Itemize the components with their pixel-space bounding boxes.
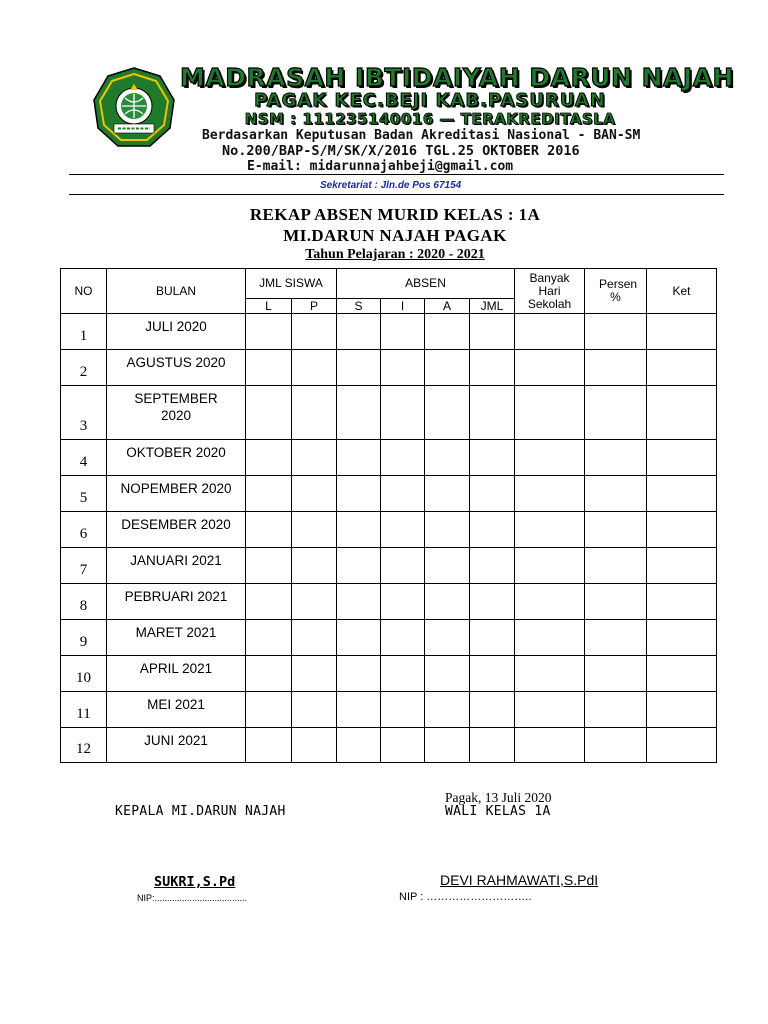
header-s: S xyxy=(337,299,381,314)
row-number: 12 xyxy=(61,728,107,763)
empty-cell[interactable] xyxy=(515,584,585,620)
header-no: NO xyxy=(61,269,107,314)
empty-cell[interactable] xyxy=(585,440,647,476)
empty-cell[interactable] xyxy=(585,584,647,620)
table-row xyxy=(61,656,717,692)
row-month: MEI 2021 xyxy=(107,692,246,728)
empty-cell[interactable] xyxy=(292,350,337,386)
row-month: JANUARI 2021 xyxy=(107,548,246,584)
row-number: 3 xyxy=(61,386,107,440)
empty-cell[interactable] xyxy=(585,314,647,350)
empty-cell[interactable] xyxy=(292,440,337,476)
empty-cell[interactable] xyxy=(425,512,470,548)
row-number: 11 xyxy=(61,692,107,728)
homeroom-title: WALI KELAS 1A xyxy=(445,804,551,819)
empty-cell[interactable] xyxy=(381,386,425,440)
row-number: 10 xyxy=(61,656,107,692)
empty-cell[interactable] xyxy=(246,350,292,386)
empty-cell[interactable] xyxy=(647,728,717,763)
empty-cell[interactable] xyxy=(246,656,292,692)
table-row xyxy=(61,350,717,386)
empty-cell[interactable] xyxy=(515,350,585,386)
empty-cell[interactable] xyxy=(515,656,585,692)
empty-cell[interactable] xyxy=(470,386,515,440)
table-row xyxy=(61,548,717,584)
empty-cell[interactable] xyxy=(585,350,647,386)
empty-cell[interactable] xyxy=(425,656,470,692)
empty-cell[interactable] xyxy=(246,476,292,512)
header-l: L xyxy=(246,299,292,314)
header-ket: Ket xyxy=(647,269,717,314)
empty-cell[interactable] xyxy=(292,692,337,728)
empty-cell[interactable] xyxy=(246,728,292,763)
empty-cell[interactable] xyxy=(470,314,515,350)
row-month: MARET 2021 xyxy=(107,620,246,656)
table-row xyxy=(61,620,717,656)
empty-cell[interactable] xyxy=(425,728,470,763)
empty-cell[interactable] xyxy=(337,476,381,512)
school-email: E-mail: midarunnajahbeji@gmail.com xyxy=(247,159,514,174)
empty-cell[interactable] xyxy=(246,314,292,350)
empty-cell[interactable] xyxy=(425,584,470,620)
empty-cell[interactable] xyxy=(246,548,292,584)
empty-cell[interactable] xyxy=(337,386,381,440)
empty-cell[interactable] xyxy=(381,476,425,512)
empty-cell[interactable] xyxy=(337,620,381,656)
empty-cell[interactable] xyxy=(381,440,425,476)
empty-cell[interactable] xyxy=(647,620,717,656)
school-name: MADRASAH IBTIDAIYAH DARUN NAJAH xyxy=(180,63,734,92)
header-jml: JML xyxy=(470,299,515,314)
accreditation-text: Berdasarkan Keputusan Badan Akreditasi Nasional - BAN-SM xyxy=(202,128,641,143)
empty-cell[interactable] xyxy=(515,512,585,548)
secretariat-address: Sekretariat : Jln.de Pos 67154 xyxy=(320,180,462,191)
place-date: Pagak, 13 Juli 2020 xyxy=(445,790,552,805)
row-month: DESEMBER 2020 xyxy=(107,512,246,548)
empty-cell[interactable] xyxy=(337,692,381,728)
empty-cell[interactable] xyxy=(292,386,337,440)
row-number: 1 xyxy=(61,314,107,350)
header-p: P xyxy=(292,299,337,314)
empty-cell[interactable] xyxy=(381,728,425,763)
empty-cell[interactable] xyxy=(647,656,717,692)
row-month: OKTOBER 2020 xyxy=(107,440,246,476)
empty-cell[interactable] xyxy=(425,440,470,476)
empty-cell[interactable] xyxy=(515,440,585,476)
row-number: 4 xyxy=(61,440,107,476)
empty-cell[interactable] xyxy=(337,350,381,386)
empty-cell[interactable] xyxy=(647,512,717,548)
row-number: 7 xyxy=(61,548,107,584)
empty-cell[interactable] xyxy=(515,476,585,512)
empty-cell[interactable] xyxy=(470,350,515,386)
principal-nip: NIP:..................................... xyxy=(137,893,248,903)
empty-cell[interactable] xyxy=(381,656,425,692)
row-month: JUNI 2021 xyxy=(107,728,246,763)
empty-cell[interactable] xyxy=(381,512,425,548)
empty-cell[interactable] xyxy=(470,584,515,620)
empty-cell[interactable] xyxy=(246,512,292,548)
row-number: 6 xyxy=(61,512,107,548)
empty-cell[interactable] xyxy=(470,728,515,763)
empty-cell[interactable] xyxy=(515,692,585,728)
empty-cell[interactable] xyxy=(246,386,292,440)
empty-cell[interactable] xyxy=(425,620,470,656)
table-row xyxy=(61,584,717,620)
empty-cell[interactable] xyxy=(585,656,647,692)
empty-cell[interactable] xyxy=(585,386,647,440)
table-row xyxy=(61,728,717,763)
empty-cell[interactable] xyxy=(381,692,425,728)
empty-cell[interactable] xyxy=(292,512,337,548)
empty-cell[interactable] xyxy=(585,512,647,548)
table-row xyxy=(61,314,717,350)
row-number: 8 xyxy=(61,584,107,620)
empty-cell[interactable] xyxy=(470,476,515,512)
empty-cell[interactable] xyxy=(337,512,381,548)
principal-name: SUKRI,S.Pd xyxy=(154,874,236,890)
academic-year: Tahun Pelajaran : 2020 - 2021 xyxy=(305,247,485,262)
document-title: REKAP ABSEN MURID KELAS : 1A xyxy=(249,205,541,224)
empty-cell[interactable] xyxy=(470,692,515,728)
empty-cell[interactable] xyxy=(585,476,647,512)
row-month: NOPEMBER 2020 xyxy=(107,476,246,512)
empty-cell[interactable] xyxy=(647,386,717,440)
empty-cell[interactable] xyxy=(292,728,337,763)
empty-cell[interactable] xyxy=(246,584,292,620)
table-row xyxy=(61,440,717,476)
school-logo xyxy=(92,66,176,150)
header-divider-top xyxy=(69,174,724,175)
empty-cell[interactable] xyxy=(470,512,515,548)
accreditation-decree: No.200/BAP-S/M/SK/X/2016 TGL.25 OKTOBER 2016 xyxy=(222,143,580,159)
empty-cell[interactable] xyxy=(337,656,381,692)
empty-cell[interactable] xyxy=(337,314,381,350)
empty-cell[interactable] xyxy=(515,314,585,350)
header-absen: ABSEN xyxy=(337,269,515,299)
empty-cell[interactable] xyxy=(647,548,717,584)
empty-cell[interactable] xyxy=(425,548,470,584)
empty-cell[interactable] xyxy=(470,656,515,692)
empty-cell[interactable] xyxy=(647,692,717,728)
empty-cell[interactable] xyxy=(292,476,337,512)
empty-cell[interactable] xyxy=(292,656,337,692)
school-address: PAGAK KEC.BEJI KAB.PASURUAN xyxy=(254,90,606,111)
empty-cell[interactable] xyxy=(647,584,717,620)
header-jml-siswa: JML SISWA xyxy=(246,269,337,299)
row-number: 5 xyxy=(61,476,107,512)
empty-cell[interactable] xyxy=(292,584,337,620)
empty-cell[interactable] xyxy=(647,314,717,350)
empty-cell[interactable] xyxy=(337,584,381,620)
header-bulan: BULAN xyxy=(107,269,246,314)
row-month: APRIL 2021 xyxy=(107,656,246,692)
header-i: I xyxy=(381,299,425,314)
row-month: PEBRUARI 2021 xyxy=(107,584,246,620)
attendance-table xyxy=(60,268,717,763)
header-divider-bottom xyxy=(69,194,724,195)
empty-cell[interactable] xyxy=(515,728,585,763)
row-month: SEPTEMBER 2020 xyxy=(107,386,246,440)
empty-cell[interactable] xyxy=(381,620,425,656)
homeroom-teacher-name: DEVI RAHMAWATI,S.PdI xyxy=(440,872,599,888)
empty-cell[interactable] xyxy=(381,350,425,386)
row-number: 2 xyxy=(61,350,107,386)
empty-cell[interactable] xyxy=(337,440,381,476)
empty-cell[interactable] xyxy=(381,314,425,350)
empty-cell[interactable] xyxy=(470,620,515,656)
empty-cell[interactable] xyxy=(246,692,292,728)
row-month: AGUSTUS 2020 xyxy=(107,350,246,386)
empty-cell[interactable] xyxy=(246,620,292,656)
empty-cell[interactable] xyxy=(585,620,647,656)
empty-cell[interactable] xyxy=(515,620,585,656)
table-row xyxy=(61,692,717,728)
empty-cell[interactable] xyxy=(470,440,515,476)
header-a: A xyxy=(425,299,470,314)
empty-cell[interactable] xyxy=(381,548,425,584)
header-persen: Persen % xyxy=(585,269,647,314)
empty-cell[interactable] xyxy=(515,386,585,440)
empty-cell[interactable] xyxy=(425,692,470,728)
empty-cell[interactable] xyxy=(585,548,647,584)
homeroom-teacher-nip: NIP : ……………………….. xyxy=(399,891,532,903)
empty-cell[interactable] xyxy=(425,314,470,350)
empty-cell[interactable] xyxy=(425,476,470,512)
row-month: JULI 2020 xyxy=(107,314,246,350)
table-row xyxy=(61,386,717,440)
school-nsm: NSM : 111235140016 — TERAKREDITASLA xyxy=(244,110,616,128)
table-row xyxy=(61,512,717,548)
empty-cell[interactable] xyxy=(585,728,647,763)
empty-cell[interactable] xyxy=(425,386,470,440)
empty-cell[interactable] xyxy=(337,548,381,584)
row-number: 9 xyxy=(61,620,107,656)
empty-cell[interactable] xyxy=(470,548,515,584)
empty-cell[interactable] xyxy=(337,728,381,763)
empty-cell[interactable] xyxy=(292,548,337,584)
empty-cell[interactable] xyxy=(647,350,717,386)
empty-cell[interactable] xyxy=(515,548,585,584)
table-row xyxy=(61,476,717,512)
document-subtitle: MI.DARUN NAJAH PAGAK xyxy=(283,226,507,245)
empty-cell[interactable] xyxy=(292,620,337,656)
empty-cell[interactable] xyxy=(647,440,717,476)
principal-title: KEPALA MI.DARUN NAJAH xyxy=(115,804,286,819)
empty-cell[interactable] xyxy=(381,584,425,620)
empty-cell[interactable] xyxy=(292,314,337,350)
empty-cell[interactable] xyxy=(246,440,292,476)
empty-cell[interactable] xyxy=(585,692,647,728)
header-banyak-hari: Banyak Hari Sekolah xyxy=(515,269,585,314)
empty-cell[interactable] xyxy=(425,350,470,386)
empty-cell[interactable] xyxy=(647,476,717,512)
